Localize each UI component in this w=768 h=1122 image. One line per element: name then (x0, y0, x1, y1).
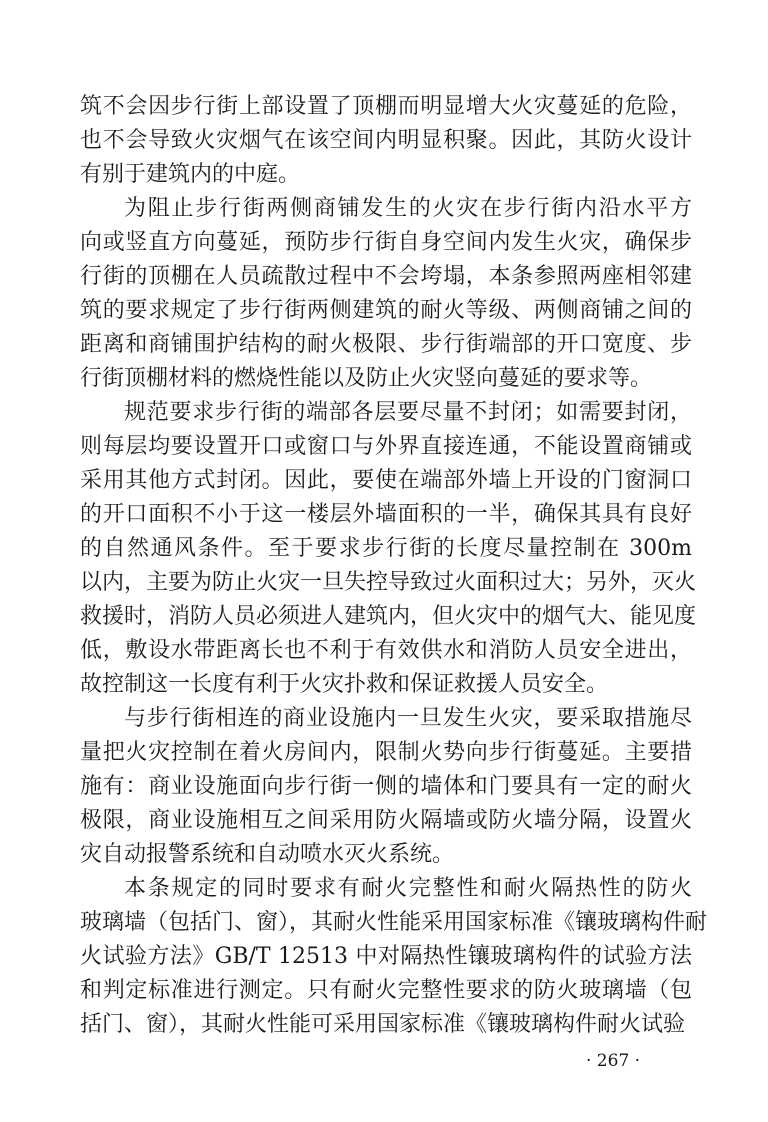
text-line: 筑不会因步行街上部设置了顶棚而明显增大火灾蔓延的危险， (80, 94, 692, 119)
paragraph (80, 192, 692, 396)
paragraph (80, 702, 692, 872)
text-line: 括门、窗），其耐火性能可采用国家标准《镶玻璃构件耐火试验 (80, 1012, 686, 1037)
text-line: 低，敷设水带距离长也不利于有效供水和消防人员安全进出， (80, 638, 692, 663)
text-line: 以内，主要为防止火灾一旦失控导致过火面积过大；另外，灭火 (80, 570, 697, 595)
text-line: 的开口面积不小于这一楼层外墙面积的一半，确保其具有良好 (80, 502, 692, 527)
text-line: 施有：商业设施面向步行街一侧的墙体和门要具有一定的耐火 (80, 774, 692, 799)
text-line: 救援时，消防人员必须进人建筑内，但火灾中的烟气大、能见度 (80, 604, 697, 629)
text-line: 量把火灾控制在着火房间内，限制火势向步行街蔓延。主要措 (80, 740, 692, 765)
text-line: 和判定标准进行测定。只有耐火完整性要求的防火玻璃墙（包 (80, 978, 692, 1003)
text-line: 的自然通风条件。至于要求步行街的长度尽量控制在 300m (80, 536, 692, 561)
paragraph (80, 396, 697, 702)
text-line: 极限，商业设施相互之间采用防火隔墙或防火墙分隔，设置火 (80, 808, 692, 833)
text-line: 距离和商铺围护结构的耐火极限、步行街端部的开口宽度、步 (80, 332, 692, 357)
body-text (80, 90, 708, 1042)
text-line: 为阻止步行街两侧商铺发生的火灾在步行街内沿水平方 (124, 196, 692, 221)
text-line: 则每层均要设置开口或窗口与外界直接连通，不能设置商铺或 (80, 434, 692, 459)
text-line: 向或竖直方向蔓延，预防步行街自身空间内发生火灾，确保步 (80, 230, 692, 255)
text-line: 灾自动报警系统和自动喷水灭火系统。 (80, 842, 455, 867)
text-line: 本条规定的同时要求有耐火完整性和耐火隔热性的防火 (124, 876, 692, 901)
text-line: 火试验方法》GB/T 12513 中对隔热性镶玻璃构件的试验方法 (80, 944, 692, 969)
paragraph (80, 872, 708, 1042)
text-line: 筑的要求规定了步行街两侧建筑的耐火等级、两侧商铺之间的 (80, 298, 692, 323)
text-line: 规范要求步行街的端部各层要尽量不封闭；如需要封闭， (124, 400, 692, 425)
text-line: 故控制这一长度有利于火灾扑救和保证救援人员安全。 (80, 672, 609, 697)
text-line: 与步行街相连的商业设施内一旦发生火灾，要采取措施尽 (124, 706, 692, 731)
page-number: · 267 · (586, 1051, 641, 1071)
text-line: 也不会导致火灾烟气在该空间内明显积聚。因此，其防火设计 (80, 128, 692, 153)
text-line: 行街顶棚材料的燃烧性能以及防止火灾竖向蔓延的要求等。 (80, 366, 653, 391)
text-line: 行街的顶棚在人员疏散过程中不会垮塌，本条参照两座相邻建 (80, 264, 692, 289)
text-line: 采用其他方式封闭。因此，要使在端部外墙上开设的门窗洞口 (80, 468, 692, 493)
paragraph (80, 90, 692, 192)
text-line: 玻璃墙（包括门、窗），其耐火性能采用国家标准《镶玻璃构件耐 (80, 910, 708, 935)
text-line: 有别于建筑内的中庭。 (80, 162, 301, 187)
